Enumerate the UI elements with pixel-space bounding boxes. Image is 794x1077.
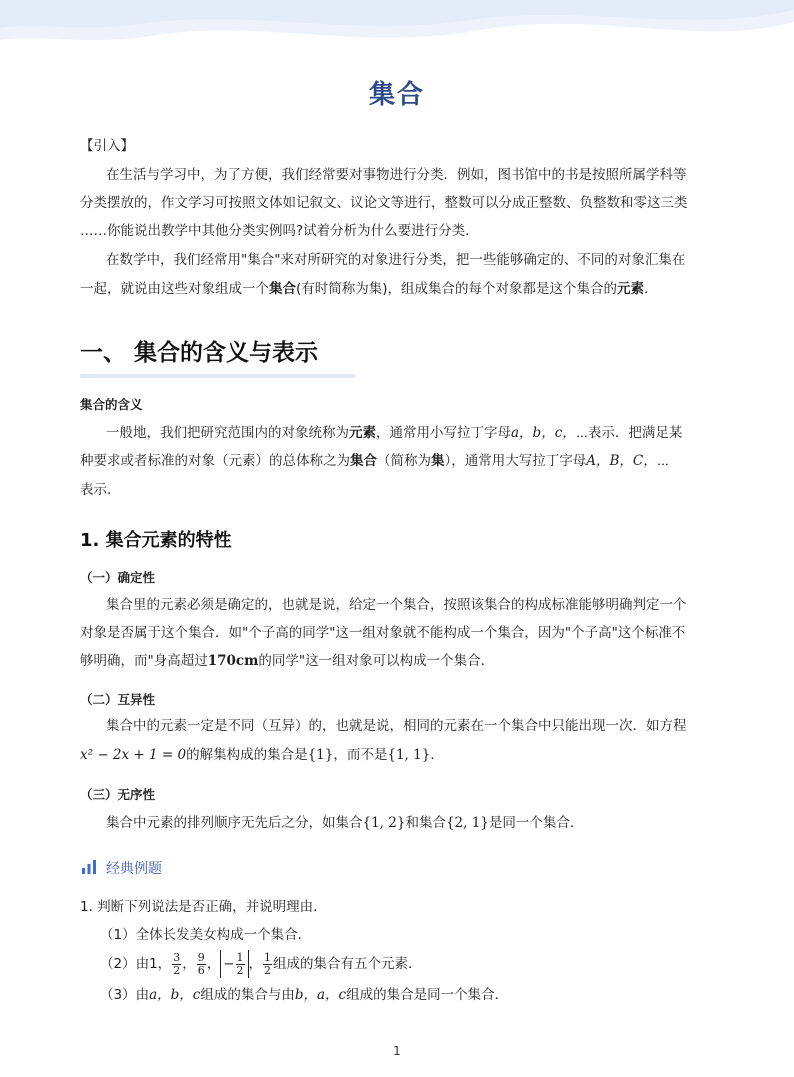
letters-abc: a，b，c [149, 987, 201, 1003]
section-heading: 一、 集合的含义与表示 [80, 340, 319, 366]
text: ． [430, 747, 444, 763]
fraction-1-2 [263, 952, 272, 977]
minus-sign: − [223, 956, 235, 972]
height-value: 170cm [207, 653, 259, 669]
text: ． [644, 281, 658, 297]
text: 的同学"这一组对象可以构成一个集合． [258, 653, 495, 669]
fraction-3-2 [172, 952, 181, 977]
distinctness-line-1: 集合中的元素一定是不同（互异）的，也就是说，相同的元素在一个集合中只能出现一次．如方程 [106, 718, 687, 734]
absolute-value [220, 950, 248, 978]
numerator: 1 [236, 950, 244, 964]
question-1-item-2: （2）由1， $\frac{3}{2}$ ， $\frac{9}{6}$ ， − $\frac{1}{2}$ ， $\frac{1}{2}$ 组成的集合有五个元素． [100, 950, 422, 977]
numerator: 1 [264, 950, 271, 964]
term-set: 集合 [350, 453, 377, 469]
intro-paragraph-2-line-2 [80, 279, 712, 299]
lowercase-letters-math: a，b，c，⋯ [511, 425, 588, 441]
text: (有时简称为集)，组成集合的每个对象都是这个集合的 [296, 281, 618, 297]
question-1: 1. 判断下列说法是否正确，并说明理由． [80, 899, 327, 915]
property-heading-definiteness: （一）确定性 [80, 570, 156, 585]
text: （简称为 [377, 453, 431, 469]
page-title: 集合 [368, 80, 425, 110]
heading-underline [80, 374, 356, 378]
question-1-item-3 [80, 985, 732, 1005]
term-set-short: 集 [431, 453, 445, 469]
denominator: 2 [264, 963, 271, 977]
term-set: 集合 [269, 281, 296, 297]
intro-paragraph-1-line-1: 在生活与学习中，为了方便，我们经常要对事物进行分类．例如，图书馆中的书是按照所属学科等 [106, 167, 687, 183]
equation: x² − 2x + 1 = 0 [80, 747, 187, 763]
header-wave-decoration [0, 0, 794, 60]
numerator: 3 [173, 950, 181, 964]
text: （3）由 [100, 987, 150, 1003]
intro-label: 【引入】 [80, 138, 134, 154]
uppercase-letters-math: A，B，C，⋯ [586, 453, 669, 469]
set-two-one: {2, 1} [445, 815, 489, 831]
distinctness-line-2 [80, 745, 712, 765]
text: （2）由1， [100, 956, 172, 972]
text: 种要求或者标准的对象（元素）的总体称之为 [80, 453, 350, 469]
definition-line-3: 表示． [80, 482, 121, 498]
page-number: 1 [393, 1044, 401, 1058]
fraction-9-6 [197, 952, 206, 977]
letters-bac: b，a，c [294, 987, 347, 1003]
text: 和集合 [405, 815, 446, 831]
subsection-heading: 1. 集合元素的特性 [80, 530, 232, 551]
definiteness-line-3 [80, 651, 712, 671]
intro-paragraph-1-line-2: 分类摆放的，作文学习可按照文体如记叙文、议论文等进行，整数可以分成正整数、负整数和零这三类 [80, 195, 688, 211]
text: 集合中元素的排列顺序无先后之分，如集合 [106, 815, 363, 831]
text: ），通常用大写拉丁字母 [444, 453, 587, 469]
unordered-line-1 [80, 813, 738, 833]
definiteness-line-1: 集合里的元素必须是确定的，也就是说，给定一个集合，按照该集合的构成标准能够明确判定一个 [106, 597, 687, 613]
text: 组成的集合与由 [200, 987, 295, 1003]
set-one-one: {1, 1} [387, 747, 431, 763]
property-heading-distinctness: （二）互异性 [80, 692, 156, 707]
text: 组成的集合有五个元素． [273, 956, 422, 972]
denominator: 6 [197, 963, 205, 977]
text: 的解集构成的集合是 [186, 747, 308, 763]
term-element: 元素 [617, 281, 645, 297]
set-one-two: {1, 2} [362, 815, 406, 831]
text: 表示．把满足某 [587, 425, 683, 441]
definition-line-1 [80, 423, 738, 443]
subheading-set-meaning: 集合的含义 [80, 397, 143, 412]
definiteness-line-2: 对象是否属于这个集合．如"个子高的同学"这一组对象就不能构成一个集合，因为"个子高"这个标准不 [80, 625, 686, 641]
text: 够明确，而"身高超过 [80, 653, 208, 669]
text: 一起，就说由这些对象组成一个 [80, 281, 269, 297]
examples-label: 经典例题 [106, 861, 162, 877]
fraction-1-2 [236, 952, 245, 977]
bar-chart-icon [81, 860, 97, 874]
text: 组成的集合是同一个集合． [346, 987, 509, 1003]
term-element: 元素 [349, 425, 376, 441]
intro-paragraph-2-line-1: 在数学中，我们经常用"集合"来对所研究的对象进行分类，把一些能够确定的、不同的对象汇集在 [106, 252, 686, 268]
text: ，而不是 [333, 747, 388, 763]
property-heading-unordered: （三）无序性 [80, 787, 156, 802]
denominator: 2 [236, 963, 244, 977]
text: ，通常用小写拉丁字母 [376, 425, 511, 441]
question-1-item-1: （1）全体长发美女构成一个集合． [100, 927, 312, 943]
denominator: 2 [173, 963, 181, 977]
intro-paragraph-1-line-3: ……你能说出教学中其他分类实例吗?试着分析为什么要进行分类． [80, 223, 479, 239]
numerator: 9 [197, 950, 205, 964]
set-one: {1} [307, 747, 334, 763]
definition-line-2 [80, 451, 712, 471]
text: 一般地，我们把研究范围内的对象统称为 [106, 425, 349, 441]
text: 是同一个集合． [488, 815, 584, 831]
